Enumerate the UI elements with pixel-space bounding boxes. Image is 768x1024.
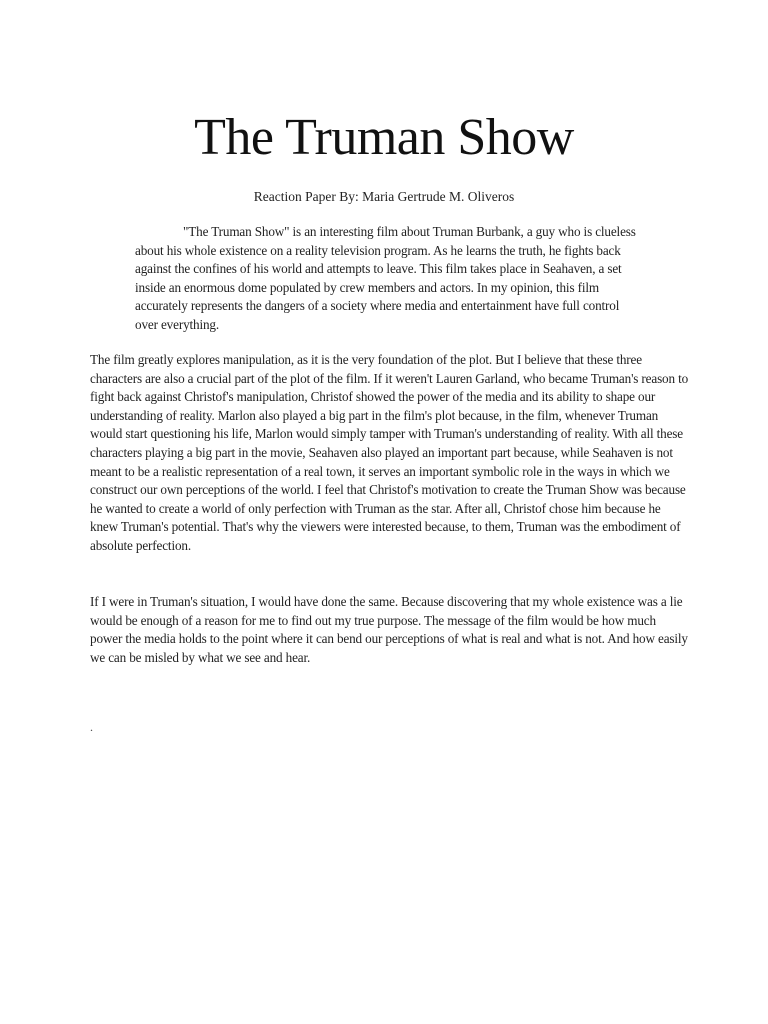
author-byline: Reaction Paper By: Maria Gertrude M. Oliveros	[253, 189, 515, 204]
page-title: The Truman Show	[194, 109, 574, 166]
paragraph-intro: "The Truman Show" is an interesting film about Truman Burbank, a guy who is clueless about his whole existence on a reality television program. As he learns the truth, he fights back against the confines of his world and attempts to leave. This film takes place in Seahaven, a set inside an enormous dome populated by crew members and actors. In my opinion, this film accurately represents the dangers of a society where media and entertainment have full control over everything.	[135, 224, 636, 332]
paragraph-analysis: The film greatly explores manipulation, as it is the very foundation of the plot. But I believe that these three characters are also a crucial part of the plot of the film. If it weren't Lauren Garland, who became Truman's reason to fight back against Christof's manipulation, Christof showed the power of the media and its ability to shape our understanding of reality. Marlon also played a big part in the film's plot because, in the film, whenever Truman would start questioning his life, Marlon would simply tamper with Truman's understanding of reality. With all these characters playing a big part in the movie, Seahaven also played an important part because, while Seahaven is not meant to be a realistic representation of a real town, it serves an important symbolic role in the ways in which we construct our own perceptions of the world. I feel that Christof's motivation to create the Truman Show was because he wanted to create a world of only perfection with Truman as the star. After all, Christof chose him because he knew Truman's potential. That's why the viewers were interested because, to them, Truman was the embodiment of absolute perfection.	[90, 352, 689, 553]
trailing-mark: .	[90, 720, 93, 734]
paragraph-conclusion: If I were in Truman's situation, I would have done the same. Because discovering that my whole existence was a lie would be enough of a reason for me to find out my true purpose. The message of the film would be how much power the media holds to the point where it can bend our perceptions of what is real and what is not. And how easily we can be misled by what we see and hear.	[90, 594, 688, 665]
